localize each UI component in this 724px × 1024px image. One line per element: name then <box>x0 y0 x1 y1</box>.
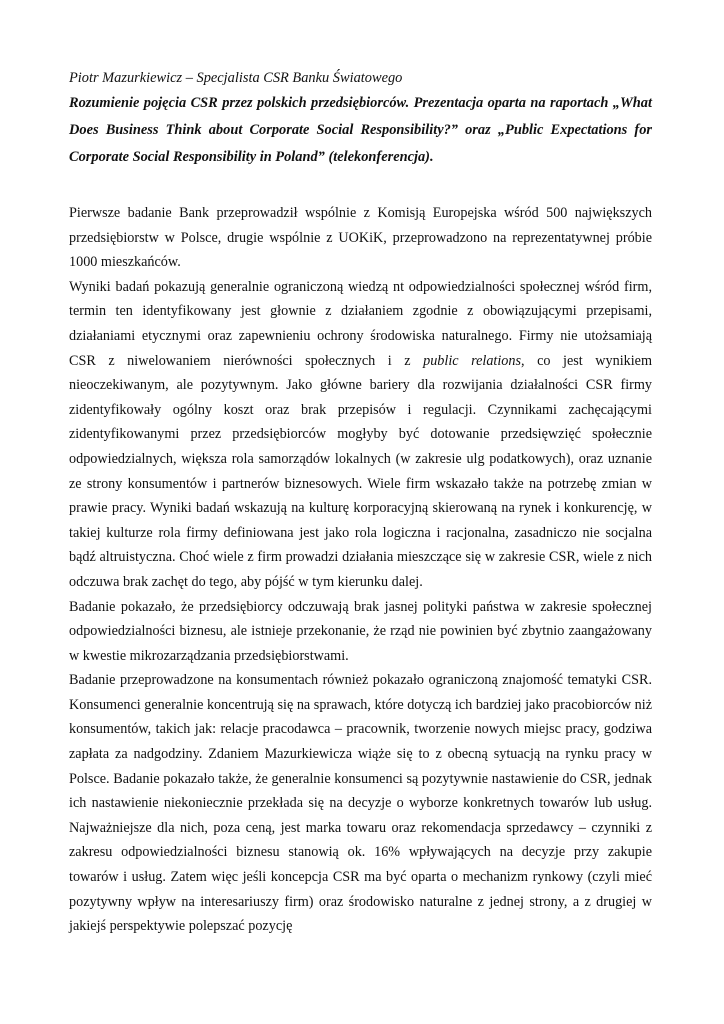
paragraph-4: Badanie przeprowadzone na konsumentach również pokazało ograniczoną znajomość tematyki CSR. Konsumenci generalnie koncentrują się na sprawach, które dotyczą ich bardziej jako pracobiorców niż konsumentów, takich jak: relacje pracodawca – pracownik, tworzenie nowych miejsc pracy, godziwa zapłata za nadgodziny. Zdaniem Mazurkiewicza wiąże się to z obecną sytuacją na rynku pracy w Polsce. Badanie pokazało także, że generalnie konsumenci są pozytywnie nastawienie do CSR, jednak ich nastawienie niekoniecznie przekłada się na decyzje o wyborze konkretnych towarów lub usług. Najważniejsze dla nich, poza ceną, jest marka towaru oraz rekomendacja sprzedawcy – czynniki z zakresu odpowiedzialności biznesu stanowią ok. 16% wpływających na decyzje przy zakupie towarów i usług. Zatem więc jeśli koncepcja CSR ma być oparta o mechanizm rynkowy (czyli mieć pozytywny wpływ na interesariuszy firm) oraz środowisko naturalne z jednej strony, a z drugiej w jakiejś perspektywie polepszać pozycję <box>69 672 652 935</box>
paragraph-1: Pierwsze badanie Bank przeprowadził wspólnie z Komisją Europejska wśród 500 największych przedsiębiorstw w Polsce, drugie wspólnie z UOKiK, przeprowadzono na reprezentatywnej próbie 1000 mieszkańców. <box>69 205 652 271</box>
paragraph-2-italic-term: public relations <box>423 352 522 369</box>
paragraph-2 <box>69 275 652 595</box>
spacer <box>69 171 652 201</box>
author-line: Piotr Mazurkiewicz – Specjalista CSR Banku Światowego <box>69 70 403 86</box>
document-title: Rozumienie pojęcia CSR przez polskich przedsiębiorców. Prezentacja oparta na raportach „What Does Business Think about Corporate Social Responsibility?” oraz „Public Expectations for Corporate Social Responsibility in Poland” (telekonferencja). <box>69 95 652 165</box>
paragraph-3: Badanie pokazało, że przedsiębiorcy odczuwają brak jasnej polityki państwa w zakresie społecznej odpowiedzialności biznesu, ale istnieje przekonanie, że rząd nie powinien być zbytnio zaangażowany w kwestie mikrozarządzania przedsiębiorstwami. <box>69 598 652 664</box>
paragraph-2-start: Wyniki badań pokazują generalnie ograniczoną wiedzą nt odpowiedzialności społecznej wśród firm, termin ten identyfikowany jest głownie z działaniem zgodnie z obowiązującymi przepisami, działaniami etycznymi oraz zapewnieniu ochrony środowiska naturalnego. Firmy nie utożsamiają CSR z niwelowaniem nierówności społecznych i z <box>69 278 652 369</box>
paragraph-2-end: , co jest wynikiem nieoczekiwanym, ale pozytywnym. Jako główne bariery dla rozwijania działalności CSR firmy zidentyfikowały ogólny koszt oraz brak przepisów i regulacji. Czynnikami zachęcającymi zidentyfikowanymi przez przedsiębiorców mogłyby być dotowanie przedsięwzięć społecznie odpowiedzialnych, większa rola samorządów lokalnych (w zakresie ulg podatkowych), oraz uznanie ze strony konsumentów i partnerów biznesowych. Wiele firm wskazało także na potrzebę zmian w prawie pracy. Wyniki badań wskazują na kulturę korporacyjną skierowaną na rynek i konkurencję, w takiej kulturze rola firmy definiowana jest jako rola logiczna i racjonalna, zasadniczo nie socjalna bądź altruistyczna. Choć wiele z firm prowadzi działania mieszczące się w zakresie CSR, wiele z nich odczuwa brak zachęt do tego, aby pójść w tym kierunku dalej. <box>69 352 653 590</box>
